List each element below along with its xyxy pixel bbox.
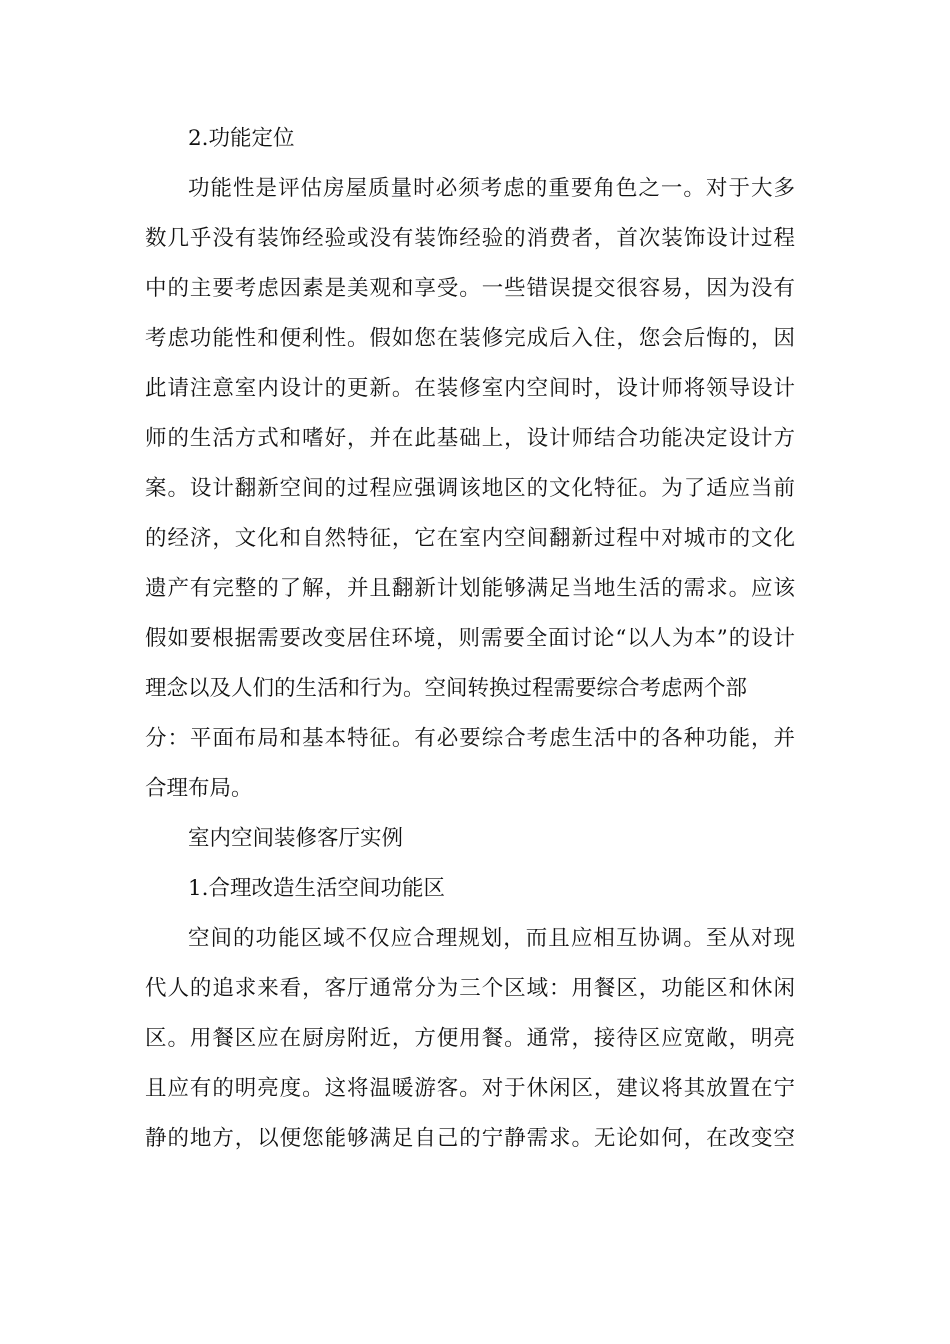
- paragraph-line: 合理布局。: [145, 776, 253, 801]
- section-heading-functional-zones: 1.合理改造生活空间功能区: [188, 876, 446, 901]
- paragraph-line: 分：平面布局和基本特征。有必要综合考虑生活中的各种功能，并: [145, 726, 795, 751]
- paragraph-line: 且应有的明亮度。这将温暖游客。对于休闲区，建议将其放置在宁: [145, 1076, 795, 1101]
- paragraph-line: 遗产有完整的了解，并且翻新计划能够满足当地生活的需求。应该: [145, 576, 795, 601]
- paragraph-line: 空间的功能区域不仅应合理规划，而且应相互协调。至从对现: [188, 926, 795, 951]
- section-heading-functional-positioning: 2.功能定位: [188, 126, 295, 151]
- paragraph-line: 假如要根据需要改变居住环境，则需要全面讨论“以人为本”的设计: [145, 626, 795, 651]
- paragraph-functional-zones: [145, 914, 795, 1164]
- paragraph-line: 此请注意室内设计的更新。在装修室内空间时，设计师将领导设计: [145, 376, 795, 401]
- paragraph-line: 中的主要考虑因素是美观和享受。一些错误提交很容易，因为没有: [145, 276, 795, 301]
- paragraph-line: 区。用餐区应在厨房附近，方便用餐。通常，接待区应宽敞，明亮: [145, 1026, 795, 1051]
- paragraph-functionality: [145, 164, 795, 814]
- paragraph-line: 师的生活方式和嗜好，并在此基础上，设计师结合功能决定设计方: [145, 426, 795, 451]
- paragraph-line: 考虑功能性和便利性。假如您在装修完成后入住，您会后悔的，因: [145, 326, 795, 351]
- paragraph-line: 案。设计翻新空间的过程应强调该地区的文化特征。为了适应当前: [145, 476, 795, 501]
- paragraph-line: 数几乎没有装饰经验或没有装饰经验的消费者，首次装饰设计过程: [145, 226, 795, 251]
- section-heading-living-room-example: 室内空间装修客厅实例: [188, 826, 404, 851]
- document-body: [145, 114, 795, 1164]
- paragraph-line: 静的地方，以便您能够满足自己的宁静需求。无论如何，在改变空: [145, 1126, 795, 1151]
- paragraph-line: 理念以及人们的生活和行为。空间转换过程需要综合考虑两个部: [145, 676, 748, 701]
- paragraph-line: 代人的追求来看，客厅通常分为三个区域：用餐区，功能区和休闲: [145, 976, 795, 1001]
- paragraph-line: 的经济，文化和自然特征，它在室内空间翻新过程中对城市的文化: [145, 526, 795, 551]
- paragraph-line: 功能性是评估房屋质量时必须考虑的重要角色之一。对于大多: [188, 176, 795, 201]
